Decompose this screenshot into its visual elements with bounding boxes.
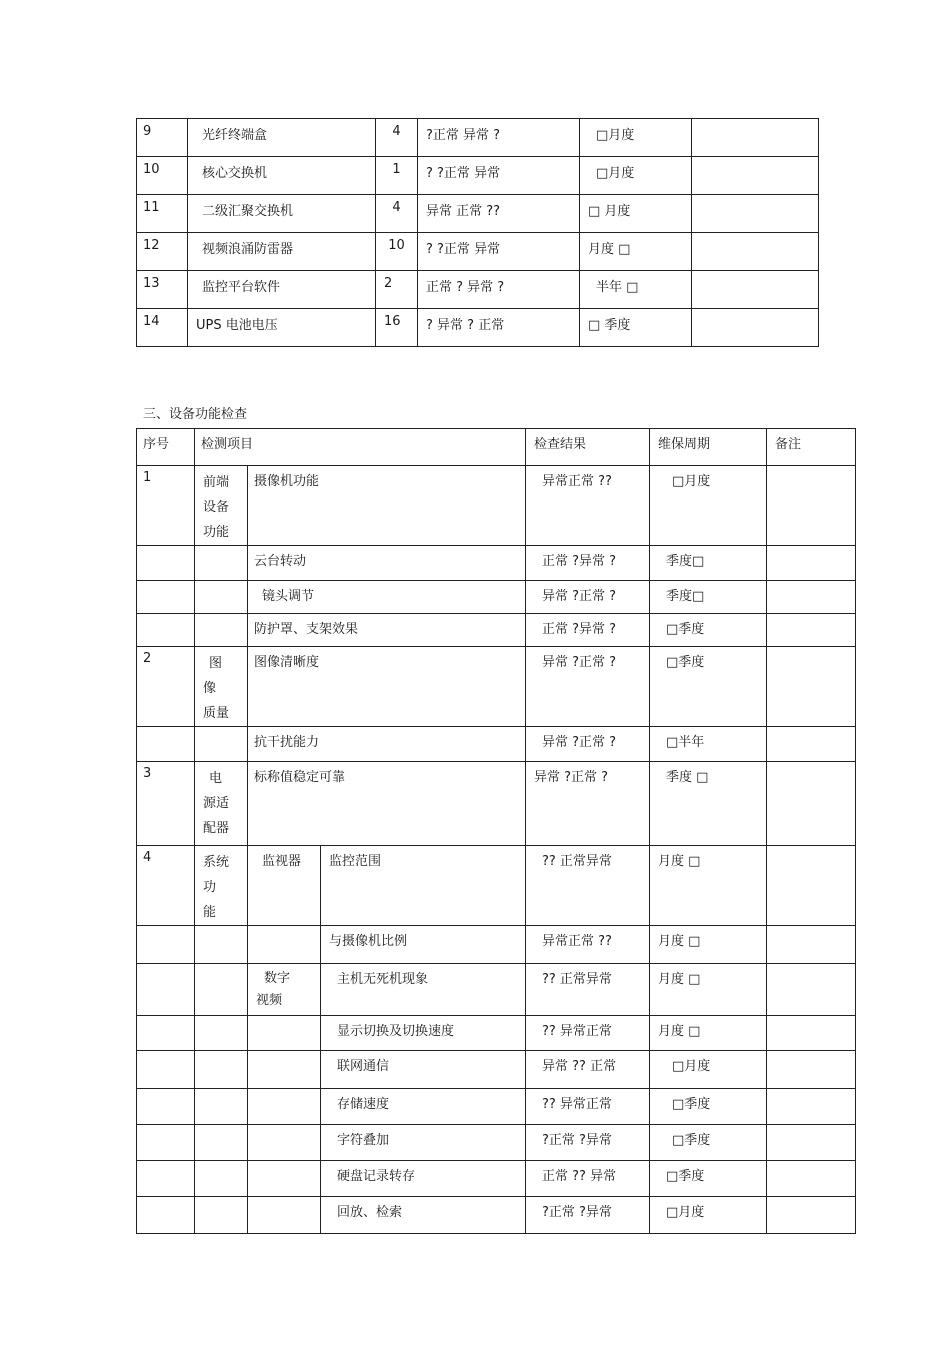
note-cell — [767, 846, 856, 926]
check-item: 字符叠加 — [321, 1125, 526, 1161]
table-row — [137, 846, 856, 926]
group-name: 前端 设备 功能 — [195, 466, 248, 546]
note-cell — [767, 762, 856, 846]
note-cell — [767, 546, 856, 581]
check-result: ? ?正常 异常 — [418, 233, 580, 271]
check-result: ?? 正常异常 — [526, 964, 650, 1016]
check-result: ?正常 ?异常 — [526, 1125, 650, 1161]
note-cell — [692, 195, 819, 233]
check-item: 存储速度 — [321, 1089, 526, 1125]
device-name: 光纤终端盒 — [188, 119, 376, 157]
table-row — [137, 466, 856, 546]
table-row — [137, 581, 856, 614]
note-cell — [692, 157, 819, 195]
group-name: 电 源适 配器 — [195, 762, 248, 846]
header-note: 备注 — [767, 429, 856, 466]
row-no: 13 — [137, 271, 188, 309]
check-result: ?? 异常正常 — [526, 1089, 650, 1125]
check-result: 异常 ?? 正常 — [526, 1051, 650, 1089]
maintenance-cycle: □季度 — [650, 1089, 767, 1125]
table-header-row — [137, 429, 856, 466]
header-item: 检测项目 — [195, 429, 526, 466]
note-cell — [767, 1051, 856, 1089]
table-row — [137, 647, 856, 727]
table-row — [137, 546, 856, 581]
table-row — [137, 1197, 856, 1234]
check-item: 显示切换及切换速度 — [321, 1016, 526, 1051]
check-result: 异常 ?正常 ? — [526, 762, 650, 846]
table-row — [137, 1089, 856, 1125]
table-row — [137, 1016, 856, 1051]
quantity: 4 — [376, 195, 418, 233]
check-result: 正常 ?异常 ? — [526, 614, 650, 647]
maintenance-cycle: □半年 — [650, 727, 767, 762]
check-result: 异常正常 ?? — [526, 926, 650, 964]
check-item: 防护罩、支架效果 — [248, 614, 526, 647]
row-no: 12 — [137, 233, 188, 271]
table-row — [137, 727, 856, 762]
check-item: 抗干扰能力 — [248, 727, 526, 762]
check-result: ? 异常 ? 正常 — [418, 309, 580, 347]
maintenance-cycle: □ 季度 — [580, 309, 692, 347]
row-no: 11 — [137, 195, 188, 233]
maintenance-cycle: 季度□ — [650, 581, 767, 614]
row-no: 10 — [137, 157, 188, 195]
check-item: 云台转动 — [248, 546, 526, 581]
check-result: ?正常 ?异常 — [526, 1197, 650, 1234]
group-no: 1 — [137, 466, 195, 546]
device-name: 二级汇聚交换机 — [188, 195, 376, 233]
note-cell — [767, 1161, 856, 1197]
table-row — [137, 614, 856, 647]
maintenance-cycle: 半年 □ — [580, 271, 692, 309]
note-cell — [767, 466, 856, 546]
group-no: 4 — [137, 846, 195, 926]
maintenance-cycle: □季度 — [650, 647, 767, 727]
group-no: 2 — [137, 647, 195, 727]
quantity: 4 — [376, 119, 418, 157]
check-result: 异常 ?正常 ? — [526, 647, 650, 727]
table-row — [137, 1161, 856, 1197]
note-cell — [767, 1016, 856, 1051]
group-name: 图 像 质量 — [195, 647, 248, 727]
maintenance-cycle: □季度 — [650, 1161, 767, 1197]
maintenance-cycle: □月度 — [650, 1197, 767, 1234]
table-row — [137, 233, 819, 271]
check-result: ?? 正常异常 — [526, 846, 650, 926]
table-row — [137, 271, 819, 309]
note-cell — [767, 964, 856, 1016]
check-item: 摄像机功能 — [248, 466, 526, 546]
check-item: 图像清晰度 — [248, 647, 526, 727]
note-cell — [767, 581, 856, 614]
check-result: 异常 ?正常 ? — [526, 581, 650, 614]
maintenance-cycle: 月度 □ — [580, 233, 692, 271]
check-result: ?? 异常正常 — [526, 1016, 650, 1051]
device-inspection-table — [136, 118, 819, 347]
check-result: 异常 正常 ?? — [418, 195, 580, 233]
check-result: 正常 ?? 异常 — [526, 1161, 650, 1197]
maintenance-cycle: □季度 — [650, 614, 767, 647]
maintenance-cycle: □季度 — [650, 1125, 767, 1161]
note-cell — [692, 309, 819, 347]
check-item: 回放、检索 — [321, 1197, 526, 1234]
header-result: 检查结果 — [526, 429, 650, 466]
row-no: 14 — [137, 309, 188, 347]
table-row — [137, 1051, 856, 1089]
subgroup-monitor: 监视器 — [248, 846, 321, 926]
check-item: 镜头调节 — [248, 581, 526, 614]
check-item: 主机无死机现象 — [321, 964, 526, 1016]
check-result: 异常正常 ?? — [526, 466, 650, 546]
check-item: 联网通信 — [321, 1051, 526, 1089]
function-check-table — [136, 428, 856, 1234]
note-cell — [767, 1089, 856, 1125]
check-item: 硬盘记录转存 — [321, 1161, 526, 1197]
header-cycle: 维保周期 — [650, 429, 767, 466]
maintenance-cycle: □月度 — [580, 157, 692, 195]
table-row — [137, 926, 856, 964]
maintenance-cycle: □ 月度 — [580, 195, 692, 233]
note-cell — [692, 233, 819, 271]
maintenance-cycle: 月度 □ — [650, 926, 767, 964]
subgroup-digital-video: 数字 视频 — [248, 964, 321, 1016]
check-item: 与摄像机比例 — [321, 926, 526, 964]
quantity: 1 — [376, 157, 418, 195]
check-item: 标称值稳定可靠 — [248, 762, 526, 846]
maintenance-cycle: □月度 — [650, 1051, 767, 1089]
table-row — [137, 157, 819, 195]
note-cell — [767, 647, 856, 727]
device-name: 视频浪涌防雷器 — [188, 233, 376, 271]
quantity: 2 — [376, 271, 418, 309]
quantity: 10 — [376, 233, 418, 271]
device-name: 核心交换机 — [188, 157, 376, 195]
table-row — [137, 762, 856, 846]
note-cell — [692, 271, 819, 309]
maintenance-cycle: □月度 — [650, 466, 767, 546]
maintenance-cycle: □月度 — [580, 119, 692, 157]
note-cell — [767, 1197, 856, 1234]
maintenance-cycle: 月度 □ — [650, 1016, 767, 1051]
maintenance-cycle: 月度 □ — [650, 846, 767, 926]
table-row — [137, 1125, 856, 1161]
row-no: 9 — [137, 119, 188, 157]
device-name: UPS 电池电压 — [188, 309, 376, 347]
check-result: 正常 ? 异常 ? — [418, 271, 580, 309]
maintenance-cycle: 季度 □ — [650, 762, 767, 846]
table-row — [137, 309, 819, 347]
table-row — [137, 964, 856, 1016]
header-no: 序号 — [137, 429, 195, 466]
check-result: ?正常 异常 ? — [418, 119, 580, 157]
table-row — [137, 119, 819, 157]
check-result: 正常 ?异常 ? — [526, 546, 650, 581]
maintenance-cycle: 月度 □ — [650, 964, 767, 1016]
note-cell — [692, 119, 819, 157]
check-result: 异常 ?正常 ? — [526, 727, 650, 762]
device-name: 监控平台软件 — [188, 271, 376, 309]
table-row — [137, 195, 819, 233]
maintenance-cycle: 季度□ — [650, 546, 767, 581]
note-cell — [767, 614, 856, 647]
group-no: 3 — [137, 762, 195, 846]
check-result: ? ?正常 异常 — [418, 157, 580, 195]
note-cell — [767, 1125, 856, 1161]
note-cell — [767, 926, 856, 964]
note-cell — [767, 727, 856, 762]
check-item: 监控范围 — [321, 846, 526, 926]
quantity: 16 — [376, 309, 418, 347]
section-title: 三、设备功能检查 — [143, 407, 248, 422]
group-name: 系统 功 能 — [195, 846, 248, 926]
